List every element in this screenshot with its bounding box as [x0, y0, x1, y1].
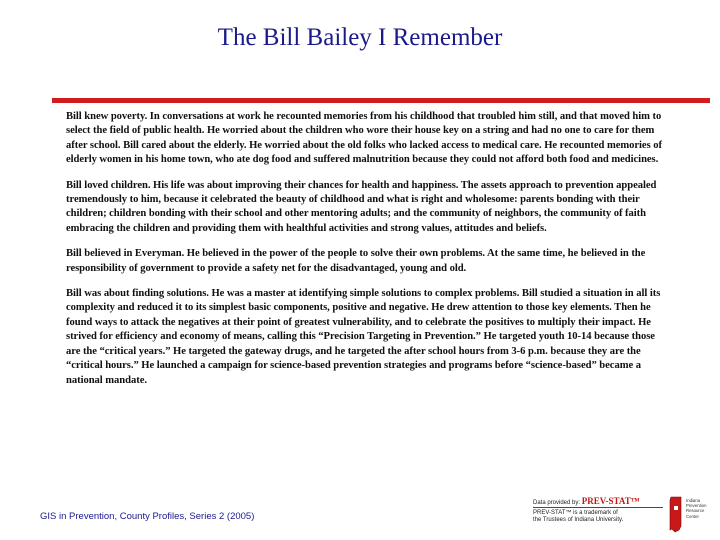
trademark-line-2: the Trustees of Indiana University. [533, 517, 624, 523]
paragraph-poverty: Bill knew poverty. In conversations at work he recounted memories from his childhood that troubled him still, and that moved him to select the field of public health. He worried about the children who wore their house key on a string and had no one to care for them after school. Bill cared about the elderly. He worried about the old folks who lacked access to medical care. He recounted memories of elderly women in his home town, who ate dog food and suffered malnutrition because they could not afford both food and medicines. [66, 111, 662, 166]
paragraph-solutions: Bill was about finding solutions. He was a master at identifying simple solutions to complex problems. Bill studied a situation in all its complexity and reduced it to its simplest basic components, positive and negative. He drew attention to those key elements. Then he found ways to attack the negatives at their point of greatest vulnerability, and to celebrate the positives to multiply their impact. He strived for efficiency and economy of means, calling this “Precision Targeting in Prevention.” He targeted youth 10-14 because those are the “critical years.” He targeted the gateway drugs, and he targeted the after school hours from 3-6 p.m. because they are the “critical hours.” He launched a campaign for science-based prevention strategies and programs before “science-based” became a national mandate. [66, 288, 661, 386]
body-text [66, 110, 666, 399]
trademark-note [533, 510, 623, 524]
trademark-line-1: PREV-STAT™ is a trademark of [533, 510, 618, 516]
paragraph-children: Bill loved children. His life was about improving their chances for health and happiness. The assets approach to prevention appealed tremendously to him, because it celebrated the beauty of childhood and what is right and wholesome: parents bonding with their children; children bonding with their school and other mentoring adults; and the community of neighbors, the community of faith embracing the children and providing them with healthful activities and strong values, attitudes and beliefs. [66, 179, 657, 234]
paragraph-everyman: Bill believed in Everyman. He believed in the power of the people to solve their own problems. At the same time, he believed in the responsibility of government to provide a safety net for the disadvantaged, young and old. [66, 248, 646, 274]
data-provided-label: Data provided by: [533, 500, 581, 506]
indiana-state-icon [669, 496, 683, 534]
prev-stat-credit [533, 496, 713, 536]
page-title: The Bill Bailey I Remember [217, 24, 503, 51]
footer-series-label: GIS in Prevention, County Profiles, Series 2 (2005) [40, 511, 255, 522]
data-credit-line [533, 496, 640, 506]
credit-divider [533, 507, 663, 508]
prev-stat-brand: PREV-STAT™ [581, 496, 640, 506]
title-divider [52, 98, 710, 103]
ipcr-label: Indiana Prevention Resource Center [686, 498, 707, 519]
